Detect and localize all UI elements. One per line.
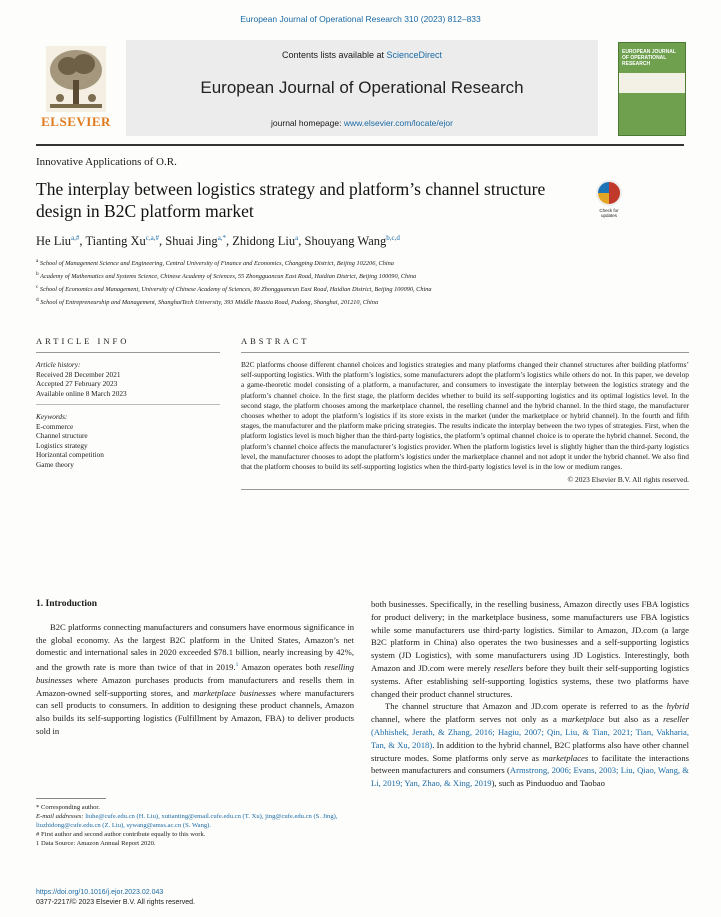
footnote-rule	[36, 798, 106, 799]
author-marks[interactable]: a,*	[217, 234, 227, 242]
text-run: where manufacturers can sell products to consumers. In addition to designing these product channels, Amazon also builds its self-supporting logistics (Fulfillment by Amazon, FBA) to deliver products sold in	[36, 687, 354, 737]
paragraph	[371, 700, 689, 790]
affiliation-text: School of Management Science and Engineering, Central University of Finance and Economics, Changping District, Beijing 102206, China	[39, 260, 394, 268]
italic-term: marketplace businesses	[193, 687, 276, 698]
italic-term: marketplaces	[542, 752, 589, 763]
issn-line: 0377-2217/© 2023 Elsevier B.V. All rights reserved.	[36, 899, 195, 906]
check-updates-label: Check for updates	[599, 208, 619, 218]
elsevier-logo	[36, 40, 116, 136]
article-history	[36, 360, 220, 405]
affiliation	[36, 282, 686, 295]
equal-contribution-note: # First author and second author contribute equally to this work.	[36, 831, 206, 838]
italic-term: resellers	[493, 662, 524, 673]
author-name: Shouyang Wang	[304, 234, 387, 249]
check-for-updates-button[interactable]	[592, 180, 626, 218]
keywords-label: Keywords:	[36, 412, 68, 421]
article-title: The interplay between logistics strategy and platform’s channel structure design in B2C platform market	[36, 179, 546, 221]
keyword: E-commerce	[36, 421, 74, 431]
sciencedirect-link[interactable]: ScienceDirect	[386, 50, 443, 60]
doi-link[interactable]: https://doi.org/10.1016/j.ejor.2023.02.043	[36, 889, 164, 896]
affiliation-text: School of Economics and Management, University of Chinese Academy of Sciences, 80 Zhongguancun East Road, Haidian District, Beijing 100090, China	[39, 286, 432, 294]
corresponding-author-note: * Corresponding author.	[36, 804, 100, 811]
author-marks[interactable]: a,#	[71, 234, 80, 242]
article-info	[36, 336, 220, 475]
text-run: . In addition to the hybrid channel, B2C platforms also have other channel structure modes. Some platforms only serve as	[371, 739, 689, 763]
paragraph	[36, 621, 354, 738]
text-run: B2C platforms connecting manufacturers and consumers have enormous significance in the global economy. As the largest B2C platform in the United States, Amazon’s net domestic and international sales in 2020 exceeded $78.1 billion, nearly increasing by 42%, and the growth rate is more than twice of that in 2019.	[36, 621, 354, 673]
abstract	[241, 336, 689, 490]
text-run: before they built their self-supporting logistics systems. After establishing self-supporting logistics systems, these two platforms have changed their product channel structures.	[371, 662, 689, 699]
history-item: Accepted 27 February 2023	[36, 379, 118, 388]
keywords	[36, 412, 220, 475]
italic-term: hybrid	[666, 701, 689, 712]
keyword: Game theory	[36, 459, 74, 469]
abstract-copyright: © 2023 Elsevier B.V. All rights reserved.	[241, 475, 689, 490]
section-label: Innovative Applications of O.R.	[36, 156, 177, 168]
keyword: Channel structure	[36, 431, 88, 440]
masthead-banner	[126, 40, 598, 136]
publisher-logo-text: ELSEVIER	[41, 114, 111, 129]
affiliation-text: Academy of Mathematics and Systems Science, Chinese Academy of Sciences, 55 Zhongguancun East Road, Haidian District, Beijing 100090, China	[40, 273, 417, 281]
author-name: Zhidong Liu	[232, 234, 296, 249]
article-info-heading: ARTICLE INFO	[36, 336, 220, 353]
text-run: both businesses. Specifically, in the reselling business, Amazon directly uses FBA logistics for product delivery; in the marketplace business, some manufacturers use FBA logistics while some manufacturers use third-party logistics. Similar to Amazon, JD.com (a large B2C platform in China) also operates the two businesses and a self-supporting logistics system (JD Logistics), with some manufacturers using JD Logistics. Interestingly, both Amazon and JD.com were merely	[371, 599, 689, 673]
email-note	[36, 812, 354, 830]
footnotes	[36, 798, 354, 848]
masthead	[36, 40, 684, 138]
affiliation	[36, 295, 686, 308]
check-updates-icon	[596, 180, 622, 206]
keyword: Horizontal competition	[36, 450, 104, 459]
author-marks[interactable]: b,c,d	[386, 234, 400, 242]
journal-homepage	[126, 118, 598, 128]
text-run: but also as a	[604, 714, 664, 725]
journal-cover	[618, 42, 686, 136]
text-run: ), such as Pinduoduo and Taobao	[491, 778, 605, 789]
citation-link[interactable]: (Abhishek, Jerath, & Zhang, 2016; Hagiu, 2007; Qin, Liu, & Tian, 2021; Tian, Vakharia, Tan, & Xu, 2018)	[371, 726, 689, 750]
abstract-text: B2C platforms choose different channel choices and logistics strategies and many platforms changed their channel structures after building platforms’ self-supporting logistics. With the platform’s logistics, some manufacturers adopt the platform’s logistics while others do not. In this paper, we develop a game-theoretic model consisting of a platform, a manufacturer, and consumers to investigate the interplay between the logistics strategy and the platform’s channel choice. In the first stage, the platform decides whether to build its self-supporting logistics and its optimal logistics level. In the second stage, the platform chooses among the marketplace channel, the reselling channel and the hybrid channel. In the third stage, the manufacturer chooses whether to adopt the platform’s logistics if its store exists in the market (under the marketplace or hybrid channel). In the fourth and fifth stages, the manufacturer and the platform make pricing strategies. The results indicate the interplay between the two types of strategies. First, when the platform logistics level is much higher than the third-party logistics, the platform’s optimal channel choice is to operate the hybrid channel. Second, the platform’s channel choice affects the manufacturer’s logistics provider. When the platform logistics level is slightly higher than the third-party logistics level, the manufacturer chooses to adopt the platform’s logistics under the marketplace channel and not adopt it under the hybrid channel. We also find that the platform chooses to build its self-supporting logistics when the third-party logistics level is in the low or medium ranges.	[241, 360, 689, 472]
citation-link[interactable]: Armstrong, 2006; Evans, 2003; Liu, Qiao, Wang, & Li, 2019; Yan, Zhao, & Xing, 2019	[371, 765, 689, 789]
paragraph	[371, 598, 689, 700]
affiliation	[36, 256, 686, 269]
homepage-link[interactable]: www.elsevier.com/locate/ejor	[343, 118, 453, 128]
cover-text: EUROPEAN JOURNAL OF OPERATIONAL RESEARCH	[622, 49, 676, 67]
header-rule	[36, 144, 684, 146]
history-label: Article history:	[36, 360, 81, 369]
author-list: He Liu$^{a,\#}$, Tianting $Xu^{c,a,\#}$, Shuai Jing$^{a,*}$, Zhidong Liu$^a$, Shouyang Wang$^{b,c,d}$	[36, 234, 400, 249]
author-marks[interactable]: a	[295, 234, 299, 242]
journal-title: European Journal of Operational Research	[200, 78, 524, 97]
tree-icon	[46, 46, 106, 112]
affiliation-text: School of Entrepreneurship and Management, ShanghaiTech University, 393 Middle Huaxia Road, Pudong, Shanghai, 201210, China	[40, 299, 379, 307]
section-heading: 1. Introduction	[36, 599, 98, 609]
email-label: E-mail addresses:	[36, 813, 86, 820]
keyword: Logistics strategy	[36, 440, 88, 450]
homepage-prefix: journal homepage:	[271, 118, 344, 128]
italic-term: reseller	[663, 714, 690, 725]
page-footer	[36, 888, 195, 908]
footnote-marker[interactable]: 1	[235, 662, 239, 669]
history-item: Received 28 December 2021	[36, 369, 121, 379]
running-header: European Journal of Operational Research 310 (2023) 812–833	[240, 14, 481, 24]
affiliation-mark: c	[36, 284, 39, 291]
cover-band	[619, 73, 685, 93]
history-item: Available online 8 March 2023	[36, 388, 127, 398]
body-column-right	[371, 598, 689, 790]
data-source-note: 1 Data Source: Amazon Annual Report 2020.	[36, 840, 156, 847]
affiliation-mark: a	[36, 258, 39, 264]
contents-line	[126, 50, 598, 60]
author-marks[interactable]: c,a,#	[145, 234, 159, 242]
italic-term: marketplace	[561, 714, 605, 725]
author-name: He Liu	[36, 234, 72, 249]
text-run: where Amazon purchases products from manufacturers and resells them in Amazon-owned self-supporting stores, and	[36, 674, 354, 698]
italic-term: reselling businesses	[36, 662, 354, 685]
abstract-heading: ABSTRACT	[241, 336, 689, 353]
affiliations	[36, 256, 686, 308]
text-run: channel, where the platform serves not only as a	[371, 714, 562, 725]
affiliation-mark: d	[36, 297, 39, 304]
email-addresses[interactable]: liuhe@cufe.edu.cn (H. Liu), xutianting@email.cufe.edu.cn (T. Xu), jing@cufe.edu.cn (S. Jing), liuzhidong@cufe.edu.cn (Z. Liu), sywang@amss.ac.cn (S. Wang).	[36, 813, 338, 829]
text-run: The channel structure that Amazon and JD.com operate is referred to as the	[385, 701, 667, 712]
affiliation	[36, 269, 686, 282]
affiliation-mark: b	[36, 271, 39, 278]
author-name: Tianting Xu	[85, 234, 146, 249]
body-column-left	[36, 598, 354, 738]
contents-prefix: Contents lists available at	[281, 50, 387, 60]
text-run: Amazon operates both	[238, 662, 325, 673]
author-name: Shuai Jing	[165, 234, 218, 249]
text-run: to facilitate the interactions between manufacturers and consumers (	[371, 752, 689, 776]
